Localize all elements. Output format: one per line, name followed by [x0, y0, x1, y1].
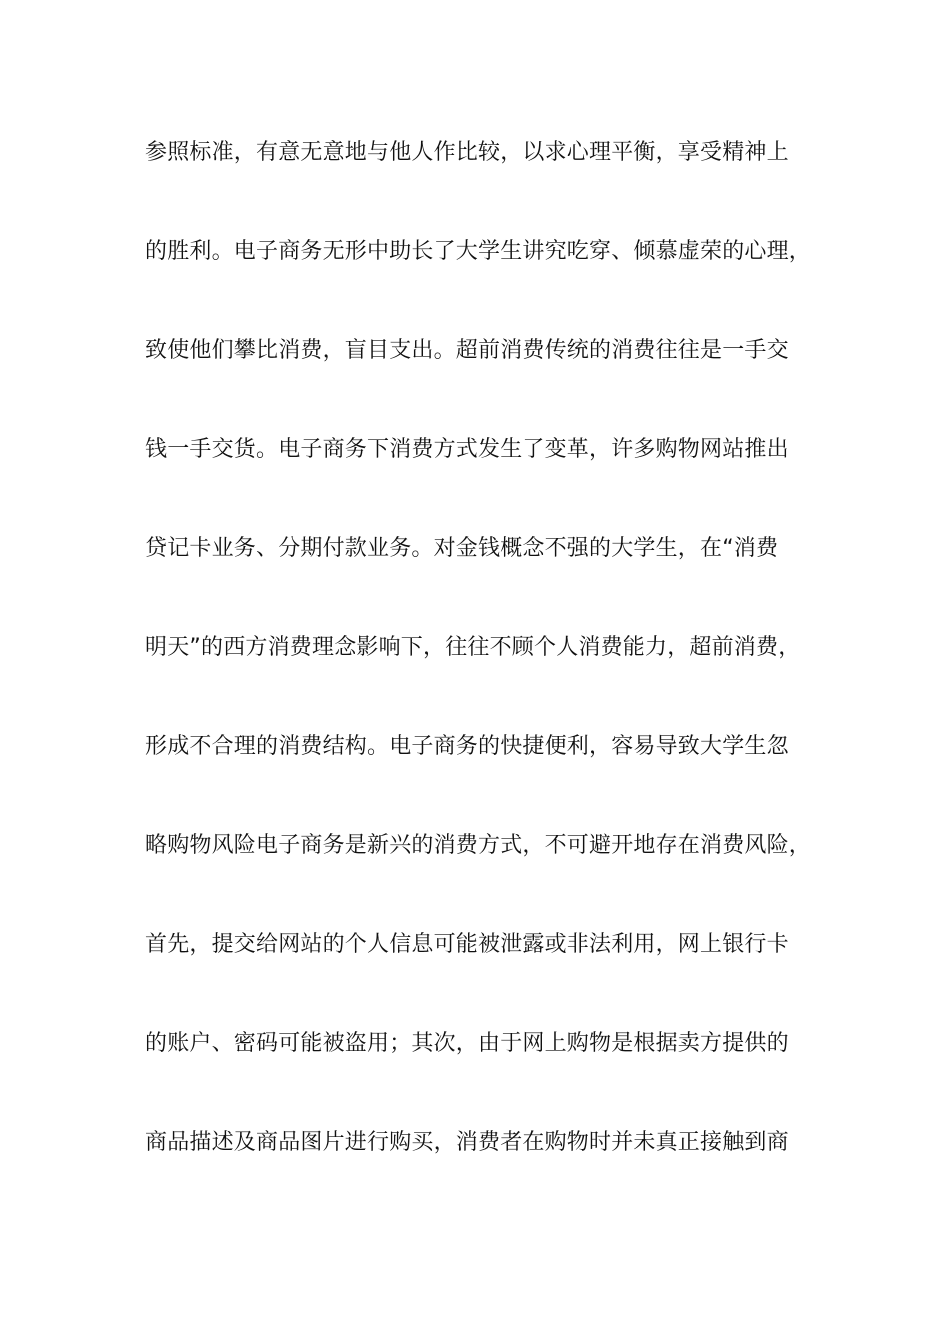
- text-line: 形成不合理的消费结构。电子商务的快捷便利，容易导致大学生忽: [145, 734, 789, 759]
- text-line: 钱一手交货。电子商务下消费方式发生了变革，许多购物网站推出: [145, 437, 789, 462]
- text-line: 商品描述及商品图片进行购买，消费者在购物时并未真正接触到商: [145, 1130, 789, 1155]
- text-line: 的账户、密码可能被盗用；其次，由于网上购物是根据卖方提供的: [145, 1031, 789, 1056]
- text-line: 明天”的西方消费理念影响下，往往不顾个人消费能力，超前消费，: [145, 635, 801, 660]
- text-line: 参照标准，有意无意地与他人作比较，以求心理平衡，享受精神上: [145, 140, 789, 165]
- body-text: [145, 133, 815, 1222]
- text-line: 致使他们攀比消费，盲目支出。超前消费传统的消费往往是一手交: [145, 338, 789, 363]
- text-line: 首先，提交给网站的个人信息可能被泄露或非法利用，网上银行卡: [145, 932, 789, 957]
- text-line: 的胜利。电子商务无形中助长了大学生讲究吃穿、倾慕虚荣的心理，: [145, 239, 812, 264]
- text-line: 贷记卡业务、分期付款业务。对金钱概念不强的大学生，在“消费: [145, 536, 779, 561]
- text-line: 略购物风险电子商务是新兴的消费方式，不可避开地存在消费风险，: [145, 833, 812, 858]
